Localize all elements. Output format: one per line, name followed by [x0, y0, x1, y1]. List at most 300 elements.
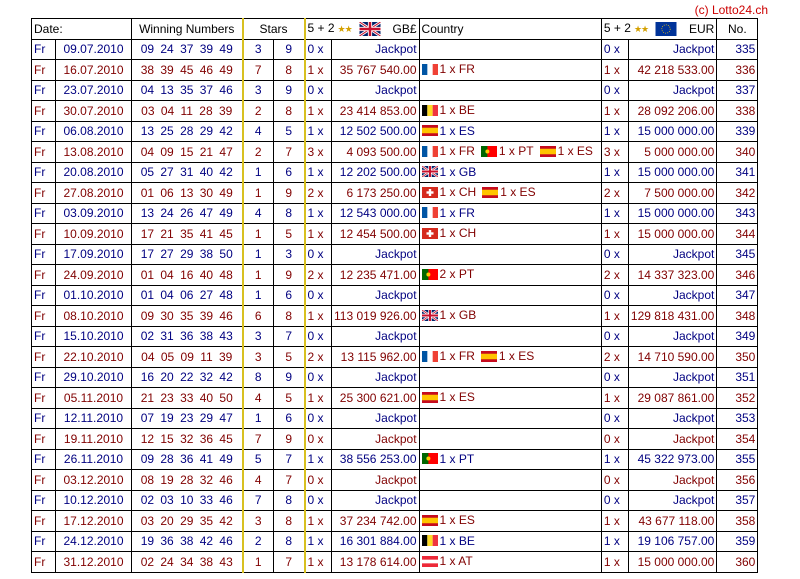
gb-winners-cell: 1 x: [305, 203, 332, 224]
numbers-header: Winning Numbers: [132, 19, 243, 40]
table-row: [32, 470, 758, 491]
date-header: Date:: [32, 19, 132, 40]
country-winner: [481, 349, 534, 363]
country-cell: [419, 101, 601, 122]
numbers-cell: 16 20 22 32 42: [132, 367, 243, 388]
gb-amount-cell: Jackpot: [332, 429, 420, 450]
gb-winners-cell: 1 x: [305, 449, 332, 470]
eu-amount-cell: Jackpot: [628, 244, 716, 265]
draw-number-cell: 344: [717, 224, 758, 245]
numbers-cell: 01 06 13 30 49: [132, 183, 243, 204]
table-row: [32, 101, 758, 122]
draw-number-cell: 342: [717, 183, 758, 204]
date-cell: 10.09.2010: [56, 224, 132, 245]
eu-prize-label: 5 + 2: [603, 21, 631, 36]
star2-cell: 8: [274, 60, 305, 81]
country-cell: [419, 367, 601, 388]
table-row: [32, 121, 758, 142]
numbers-cell: 19 36 38 42 46: [132, 531, 243, 552]
numbers-cell: 07 19 23 29 47: [132, 408, 243, 429]
table-row: [32, 326, 758, 347]
country-winner-text: 1 x FR: [439, 349, 475, 363]
country-cell: [419, 388, 601, 409]
country-winner: [422, 185, 477, 199]
at-flag-icon: [422, 556, 438, 567]
draw-number-cell: 346: [717, 265, 758, 286]
star2-cell: 3: [274, 244, 305, 265]
country-cell: [419, 306, 601, 327]
numbers-cell: 02 24 34 38 43: [132, 552, 243, 573]
eu-amount-cell: Jackpot: [628, 429, 716, 450]
star2-cell: 6: [274, 285, 305, 306]
draw-number-cell: 335: [717, 39, 758, 60]
country-cell: [419, 121, 601, 142]
gb-amount-cell: Jackpot: [332, 80, 420, 101]
country-cell: [419, 511, 601, 532]
gb-prize-label: 5 + 2: [307, 21, 335, 36]
star1-cell: 7: [243, 490, 274, 511]
gb-winners-cell: 0 x: [305, 408, 332, 429]
draw-number-cell: 338: [717, 101, 758, 122]
star2-cell: 6: [274, 162, 305, 183]
star2-cell: 9: [274, 367, 305, 388]
table-row: [32, 552, 758, 573]
gb-amount-cell: Jackpot: [332, 39, 420, 60]
day-cell: Fr: [32, 39, 56, 60]
table-row: [32, 511, 758, 532]
country-winner-text: 1 x FR: [439, 144, 475, 158]
date-cell: 12.11.2010: [56, 408, 132, 429]
gb-winners-cell: 1 x: [305, 531, 332, 552]
eu-winners-cell: 1 x: [601, 449, 628, 470]
table-row: [32, 429, 758, 450]
star1-cell: 1: [243, 162, 274, 183]
table-row: [32, 531, 758, 552]
gb-winners-cell: 0 x: [305, 490, 332, 511]
gb-amount-cell: 25 300 621.00: [332, 388, 420, 409]
eu-amount-cell: Jackpot: [628, 80, 716, 101]
gb-amount-cell: 12 454 500.00: [332, 224, 420, 245]
fr-flag-icon: [422, 351, 438, 362]
draw-number-header: No.: [717, 19, 758, 40]
table-row: [32, 449, 758, 470]
date-cell: 30.07.2010: [56, 101, 132, 122]
numbers-cell: 03 04 11 28 39: [132, 101, 243, 122]
eu-amount-cell: Jackpot: [628, 470, 716, 491]
star2-cell: 8: [274, 203, 305, 224]
eu-amount-cell: 5 000 000.00: [628, 142, 716, 163]
country-cell: [419, 326, 601, 347]
country-cell: [419, 285, 601, 306]
draw-number-cell: 351: [717, 367, 758, 388]
two-stars-icon: ★★: [633, 24, 649, 35]
star1-cell: 1: [243, 265, 274, 286]
star1-cell: 2: [243, 531, 274, 552]
ch-flag-icon: [422, 187, 438, 198]
country-winner: [422, 554, 473, 568]
date-cell: 05.11.2010: [56, 388, 132, 409]
date-cell: 20.08.2010: [56, 162, 132, 183]
country-winner-text: 1 x GB: [439, 164, 477, 179]
header-row: [32, 19, 758, 40]
numbers-cell: 01 04 06 27 48: [132, 285, 243, 306]
gb-amount-cell: 37 234 742.00: [332, 511, 420, 532]
gb-amount-cell: 13 178 614.00: [332, 552, 420, 573]
country-winner: [422, 452, 475, 466]
gb-amount-cell: Jackpot: [332, 408, 420, 429]
eu-winners-cell: 1 x: [601, 60, 628, 81]
country-cell: [419, 224, 601, 245]
eu-winners-cell: 0 x: [601, 470, 628, 491]
eu-winners-cell: 1 x: [601, 306, 628, 327]
star2-cell: 7: [274, 449, 305, 470]
eu-amount-cell: 14 710 590.00: [628, 347, 716, 368]
country-winner-text: 1 x ES: [557, 144, 593, 158]
draw-number-cell: 341: [717, 162, 758, 183]
country-winner-text: 1 x CH: [439, 185, 477, 199]
draw-number-cell: 349: [717, 326, 758, 347]
day-cell: Fr: [32, 470, 56, 491]
date-cell: 17.09.2010: [56, 244, 132, 265]
country-cell: [419, 183, 601, 204]
country-winner: [422, 62, 475, 76]
gb-currency-label: GB£: [392, 21, 417, 36]
country-winner: [422, 144, 475, 158]
day-cell: Fr: [32, 511, 56, 532]
star2-cell: 9: [274, 39, 305, 60]
eu-amount-cell: 28 092 206.00: [628, 101, 716, 122]
eu-winners-cell: 0 x: [601, 490, 628, 511]
star2-cell: 8: [274, 306, 305, 327]
two-stars-icon: ★★: [337, 24, 352, 35]
table-row: [32, 265, 758, 286]
numbers-cell: 08 19 28 32 46: [132, 470, 243, 491]
table-row: [32, 306, 758, 327]
draw-number-cell: 347: [717, 285, 758, 306]
star1-cell: 7: [243, 60, 274, 81]
star1-cell: 1: [243, 183, 274, 204]
star2-cell: 5: [274, 347, 305, 368]
gb-winners-cell: 1 x: [305, 388, 332, 409]
eu-winners-cell: 1 x: [601, 224, 628, 245]
date-cell: 24.09.2010: [56, 265, 132, 286]
date-cell: 08.10.2010: [56, 306, 132, 327]
numbers-cell: 02 03 10 33 46: [132, 490, 243, 511]
eu-winners-cell: 1 x: [601, 531, 628, 552]
numbers-cell: 17 27 29 38 50: [132, 244, 243, 265]
date-cell: 27.08.2010: [56, 183, 132, 204]
gb-amount-cell: 16 301 884.00: [332, 531, 420, 552]
eu-amount-cell: 15 000 000.00: [628, 224, 716, 245]
star2-cell: 8: [274, 531, 305, 552]
country-cell: [419, 203, 601, 224]
date-cell: 17.12.2010: [56, 511, 132, 532]
draw-number-cell: 345: [717, 244, 758, 265]
country-winner-text: 1 x PT: [439, 451, 475, 466]
numbers-cell: 09 30 35 39 46: [132, 306, 243, 327]
fr-flag-icon: [422, 207, 438, 218]
numbers-cell: 13 24 26 47 49: [132, 203, 243, 224]
eu-amount-cell: 14 337 323.00: [628, 265, 716, 286]
table-row: [32, 203, 758, 224]
pt-flag-icon: [422, 453, 438, 464]
ch-flag-icon: [422, 228, 438, 239]
numbers-cell: 05 27 31 40 42: [132, 162, 243, 183]
star2-cell: 7: [274, 142, 305, 163]
country-cell: [419, 244, 601, 265]
country-cell: [419, 142, 601, 163]
eu-flag-icon: [655, 22, 677, 36]
country-winner: [481, 144, 534, 158]
star2-cell: 5: [274, 121, 305, 142]
eu-amount-cell: Jackpot: [628, 285, 716, 306]
star1-cell: 3: [243, 326, 274, 347]
country-cell: [419, 347, 601, 368]
eu-winners-cell: 2 x: [601, 347, 628, 368]
star1-cell: 4: [243, 121, 274, 142]
star1-cell: 5: [243, 449, 274, 470]
table-row: [32, 142, 758, 163]
date-cell: 23.07.2010: [56, 80, 132, 101]
date-cell: 03.09.2010: [56, 203, 132, 224]
day-cell: Fr: [32, 101, 56, 122]
eu-winners-cell: 2 x: [601, 183, 628, 204]
star1-cell: 3: [243, 80, 274, 101]
gb-amount-cell: Jackpot: [332, 326, 420, 347]
country-cell: [419, 470, 601, 491]
gb-winners-cell: 0 x: [305, 244, 332, 265]
gb-winners-cell: 0 x: [305, 367, 332, 388]
table-row: [32, 162, 758, 183]
star1-cell: 4: [243, 388, 274, 409]
day-cell: Fr: [32, 121, 56, 142]
gb-winners-cell: 0 x: [305, 470, 332, 491]
country-winner-text: 1 x ES: [439, 123, 475, 138]
eu-winners-cell: 1 x: [601, 388, 628, 409]
gb-amount-cell: 35 767 540.00: [332, 60, 420, 81]
eu-amount-cell: 7 500 000.00: [628, 183, 716, 204]
gb-amount-cell: Jackpot: [332, 244, 420, 265]
draw-number-cell: 355: [717, 449, 758, 470]
table-row: [32, 60, 758, 81]
date-cell: 15.10.2010: [56, 326, 132, 347]
day-cell: Fr: [32, 449, 56, 470]
be-flag-icon: [422, 535, 438, 546]
eu-winners-cell: 1 x: [601, 101, 628, 122]
gb-flag-icon: [422, 166, 438, 177]
numbers-cell: 21 23 33 40 50: [132, 388, 243, 409]
gb-amount-cell: 12 235 471.00: [332, 265, 420, 286]
numbers-cell: 09 28 36 41 49: [132, 449, 243, 470]
star2-cell: 6: [274, 408, 305, 429]
table-row: [32, 80, 758, 101]
eu-winners-cell: 0 x: [601, 408, 628, 429]
date-cell: 09.07.2010: [56, 39, 132, 60]
gb-winners-cell: 1 x: [305, 306, 332, 327]
eu-amount-cell: Jackpot: [628, 408, 716, 429]
star2-cell: 8: [274, 490, 305, 511]
eu-amount-cell: 29 087 861.00: [628, 388, 716, 409]
country-cell: [419, 552, 601, 573]
gb-amount-cell: 12 202 500.00: [332, 162, 420, 183]
gb-winners-cell: 2 x: [305, 265, 332, 286]
day-cell: Fr: [32, 183, 56, 204]
day-cell: Fr: [32, 326, 56, 347]
eu-amount-cell: 15 000 000.00: [628, 203, 716, 224]
day-cell: Fr: [32, 429, 56, 450]
country-cell: [419, 429, 601, 450]
eu-winners-cell: 0 x: [601, 244, 628, 265]
eu-amount-cell: Jackpot: [628, 367, 716, 388]
star2-cell: 8: [274, 511, 305, 532]
country-winner: [422, 267, 475, 281]
country-winner-text: 1 x FR: [439, 62, 475, 76]
day-cell: Fr: [32, 408, 56, 429]
star2-cell: 9: [274, 80, 305, 101]
fr-flag-icon: [422, 146, 438, 157]
numbers-cell: 09 24 37 39 49: [132, 39, 243, 60]
star1-cell: 7: [243, 429, 274, 450]
country-winner: [422, 165, 477, 179]
eu-amount-cell: 15 000 000.00: [628, 121, 716, 142]
country-winner: [422, 226, 477, 240]
star1-cell: 1: [243, 552, 274, 573]
gb-amount-cell: 4 093 500.00: [332, 142, 420, 163]
numbers-cell: 17 21 35 41 45: [132, 224, 243, 245]
country-winner-text: 1 x BE: [439, 103, 475, 117]
day-cell: Fr: [32, 203, 56, 224]
table-row: [32, 490, 758, 511]
star2-cell: 5: [274, 388, 305, 409]
gb-winners-cell: 0 x: [305, 285, 332, 306]
country-winner: [422, 513, 475, 527]
numbers-cell: 02 31 36 38 43: [132, 326, 243, 347]
day-cell: Fr: [32, 162, 56, 183]
day-cell: Fr: [32, 224, 56, 245]
eu-prize-header: [601, 19, 716, 40]
country-header: Country: [419, 19, 601, 40]
eu-amount-cell: 42 218 533.00: [628, 60, 716, 81]
country-winner-text: 1 x FR: [439, 205, 475, 220]
star2-cell: 9: [274, 183, 305, 204]
star1-cell: 1: [243, 224, 274, 245]
gb-winners-cell: 2 x: [305, 347, 332, 368]
eu-winners-cell: 1 x: [601, 203, 628, 224]
date-cell: 31.12.2010: [56, 552, 132, 573]
country-cell: [419, 39, 601, 60]
gb-flag-icon: [422, 310, 438, 321]
country-cell: [419, 449, 601, 470]
eu-amount-cell: 129 818 431.00: [628, 306, 716, 327]
day-cell: Fr: [32, 347, 56, 368]
numbers-cell: 38 39 45 46 49: [132, 60, 243, 81]
gb-winners-cell: 3 x: [305, 142, 332, 163]
country-winner-text: 1 x PT: [498, 144, 534, 158]
country-winner-text: 1 x ES: [500, 185, 536, 199]
date-cell: 13.08.2010: [56, 142, 132, 163]
gb-winners-cell: 1 x: [305, 60, 332, 81]
draw-number-cell: 340: [717, 142, 758, 163]
star1-cell: 2: [243, 101, 274, 122]
star2-cell: 7: [274, 552, 305, 573]
star2-cell: 8: [274, 101, 305, 122]
country-winner-text: 1 x ES: [439, 513, 475, 527]
country-cell: [419, 162, 601, 183]
gb-amount-cell: 6 173 250.00: [332, 183, 420, 204]
fr-flag-icon: [422, 64, 438, 75]
table-row: [32, 183, 758, 204]
gb-amount-cell: Jackpot: [332, 285, 420, 306]
date-cell: 26.11.2010: [56, 449, 132, 470]
country-winner: [422, 390, 475, 404]
es-flag-icon: [481, 351, 497, 362]
date-cell: 06.08.2010: [56, 121, 132, 142]
pt-flag-icon: [422, 269, 438, 280]
star1-cell: 6: [243, 306, 274, 327]
es-flag-icon: [422, 392, 438, 403]
numbers-cell: 04 05 09 11 39: [132, 347, 243, 368]
eu-amount-cell: Jackpot: [628, 39, 716, 60]
day-cell: Fr: [32, 244, 56, 265]
draw-number-cell: 343: [717, 203, 758, 224]
eu-winners-cell: 0 x: [601, 429, 628, 450]
country-winner-text: 1 x AT: [439, 554, 473, 568]
date-cell: 10.12.2010: [56, 490, 132, 511]
country-winner: [422, 103, 475, 117]
country-cell: [419, 60, 601, 81]
eu-winners-cell: 1 x: [601, 511, 628, 532]
country-cell: [419, 490, 601, 511]
date-cell: 16.07.2010: [56, 60, 132, 81]
draw-number-cell: 353: [717, 408, 758, 429]
eu-currency-label: EUR: [689, 21, 715, 36]
star2-cell: 5: [274, 224, 305, 245]
country-winner-text: 1 x BE: [439, 533, 475, 548]
country-cell: [419, 408, 601, 429]
gb-amount-cell: 12 502 500.00: [332, 121, 420, 142]
gb-winners-cell: 0 x: [305, 429, 332, 450]
gb-winners-cell: 0 x: [305, 326, 332, 347]
gb-winners-cell: 0 x: [305, 39, 332, 60]
date-cell: 29.10.2010: [56, 367, 132, 388]
gb-winners-cell: 1 x: [305, 511, 332, 532]
day-cell: Fr: [32, 265, 56, 286]
eu-winners-cell: 0 x: [601, 285, 628, 306]
table-row: [32, 285, 758, 306]
table-row: [32, 244, 758, 265]
table-row: [32, 39, 758, 60]
star1-cell: 2: [243, 142, 274, 163]
day-cell: Fr: [32, 388, 56, 409]
date-cell: 01.10.2010: [56, 285, 132, 306]
table-row: [32, 347, 758, 368]
date-cell: 24.12.2010: [56, 531, 132, 552]
gb-winners-cell: 0 x: [305, 80, 332, 101]
eu-winners-cell: 0 x: [601, 367, 628, 388]
numbers-cell: 13 25 28 29 42: [132, 121, 243, 142]
country-winner-text: 1 x GB: [439, 308, 477, 322]
eu-winners-cell: 2 x: [601, 265, 628, 286]
es-flag-icon: [422, 125, 438, 136]
eu-amount-cell: 19 106 757.00: [628, 531, 716, 552]
eu-winners-cell: 1 x: [601, 552, 628, 573]
numbers-cell: 04 09 15 21 47: [132, 142, 243, 163]
draw-number-cell: 348: [717, 306, 758, 327]
table-row: [32, 408, 758, 429]
day-cell: Fr: [32, 367, 56, 388]
gb-amount-cell: Jackpot: [332, 470, 420, 491]
eu-amount-cell: 45 322 973.00: [628, 449, 716, 470]
